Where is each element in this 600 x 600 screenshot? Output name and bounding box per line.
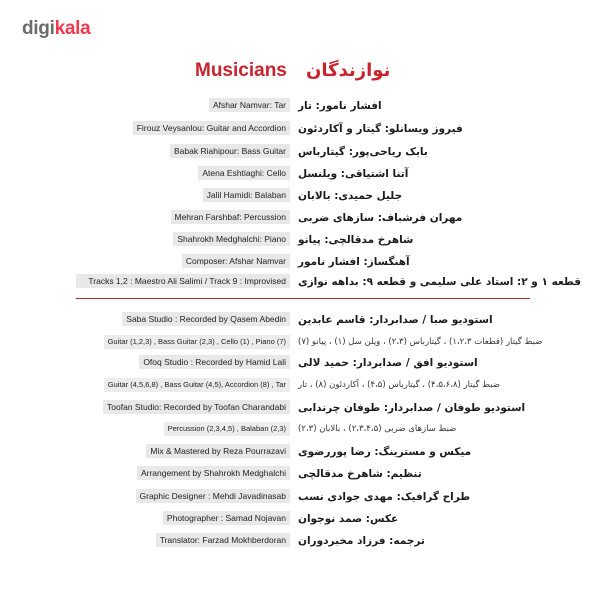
credit-english: Saba Studio : Recorded by Qasem Abedin <box>122 312 290 326</box>
credit-english: Translator: Farzad Mokhberdoran <box>156 533 290 547</box>
digikala-logo <box>22 18 90 40</box>
credit-persian: عکس: صمد نوجوان <box>298 513 399 525</box>
credit-row <box>0 464 600 484</box>
credit-sub-persian: ضبط گیتار (قطعات ۱،۲،۳) ، گیتارباس (۲،۳) ، ویلن سل (۱) ، پیانو (۷) <box>298 337 543 347</box>
credit-english: Photographer : Samad Nojavan <box>163 511 290 525</box>
composer-english: Composer: Afshar Namvar <box>182 254 290 268</box>
credit-sub-persian: ضبط سازهای ضربی (۲،۳،۴،۵) ، بالابان (۲،۳) <box>298 424 457 434</box>
credit-sub-row <box>0 420 600 438</box>
credit-row <box>0 509 600 529</box>
musician-persian: مهران فرشباف: سازهای ضربی <box>298 212 463 224</box>
credit-sub-english: Guitar (1,2,3) , Bass Guitar (2,3) , Cello (1) , Piano (7) <box>104 335 290 349</box>
credit-sub-english: Percussion (2,3,4,5) , Balaban (2,3) <box>164 422 290 436</box>
musician-row <box>0 96 600 116</box>
credit-row <box>0 487 600 507</box>
musician-english: Shahrokh Medghalchi: Piano <box>173 232 290 246</box>
musician-persian: جلیل حمیدی: بالابان <box>298 190 403 202</box>
credit-persian: تنظیم: شاهرخ مدقالچی <box>298 468 422 480</box>
composer-persian: آهنگساز: افشار نامور <box>298 256 410 268</box>
credit-persian: طراح گرافیک: مهدی جوادی نسب <box>298 491 471 503</box>
credit-english: Arrangement by Shahrokh Medghalchi <box>137 466 290 480</box>
credit-english: Ofoq Studio : Recorded by Hamid Lali <box>139 355 290 369</box>
credit-sub-row <box>0 376 600 394</box>
credit-row <box>0 398 600 418</box>
title-english: Musicians <box>195 60 287 81</box>
musician-english: Jalil Hamidi: Balaban <box>203 188 290 202</box>
credit-row <box>0 531 600 551</box>
musician-persian: شاهرخ مدقالچی: پیانو <box>298 234 414 246</box>
credit-row <box>0 353 600 373</box>
tracks-row <box>0 272 600 292</box>
musician-persian: بابک ریاحی‌پور: گیتارباس <box>298 146 428 158</box>
tracks-english: Tracks 1,2 : Maestro Ali Salimi / Track 9 : Improvised <box>76 274 290 288</box>
section-divider <box>76 298 530 299</box>
credit-english: Mix & Mastered by Reza Pourrazavi <box>146 444 290 458</box>
musician-row <box>0 142 600 162</box>
credit-persian: استودیو طوفان / صدابردار: طوفان چرندابی <box>298 402 526 414</box>
musician-english: Afshar Namvar: Tar <box>209 98 290 112</box>
section-title <box>0 60 600 86</box>
musician-row <box>0 208 600 228</box>
credit-sub-persian: ضبط گیتار (۴،۵،۶،۸) ، گیتارباس (۴،۵) ، آکاردئون (۸) ، تار <box>298 380 500 390</box>
musician-persian: فیروز ویسانلو: گیتار و آکاردئون <box>298 123 463 135</box>
musician-row <box>0 252 600 272</box>
musician-english: Babak Riahipour: Bass Guitar <box>170 144 290 158</box>
musician-english: Firouz Veysanlou: Guitar and Accordion <box>133 121 290 135</box>
musician-english: Atena Eshtiaghi: Cello <box>198 166 290 180</box>
credit-persian: ترجمه: فرزاد مخبردوران <box>298 535 425 547</box>
credit-english: Graphic Designer : Mehdi Javadinasab <box>136 489 290 503</box>
credit-persian: استودیو صبا / صدابردار: قاسم عابدین <box>298 314 493 326</box>
credit-row <box>0 442 600 462</box>
credit-sub-row <box>0 333 600 351</box>
credit-persian: استودیو افق / صدابردار: حمید لالی <box>298 357 478 369</box>
title-persian: نوازندگان <box>306 60 391 81</box>
logo-part-2: kala <box>54 18 91 39</box>
logo-part-1: digi <box>22 18 55 39</box>
musician-row <box>0 164 600 184</box>
musician-persian: آتنا اشتیاقی: ویلنسل <box>298 168 409 180</box>
musician-persian: افشار نامور: تار <box>298 100 382 112</box>
musician-english: Mehran Farshbaf: Percussion <box>171 210 291 224</box>
credit-row <box>0 310 600 330</box>
credit-persian: میکس و مسترینگ: رضا پوررضوی <box>298 446 472 458</box>
musician-row <box>0 230 600 250</box>
credit-sub-english: Guitar (4,5,6,8) , Bass Guitar (4,5), Accordion (8) , Tar <box>104 378 290 392</box>
credit-english: Toofan Studio: Recorded by Toofan Charandabi <box>103 400 290 414</box>
tracks-persian: قطعه ۱ و ۲: استاد علی سلیمی و قطعه ۹: بداهه نوازی <box>298 276 581 288</box>
musician-row <box>0 119 600 139</box>
musician-row <box>0 186 600 206</box>
